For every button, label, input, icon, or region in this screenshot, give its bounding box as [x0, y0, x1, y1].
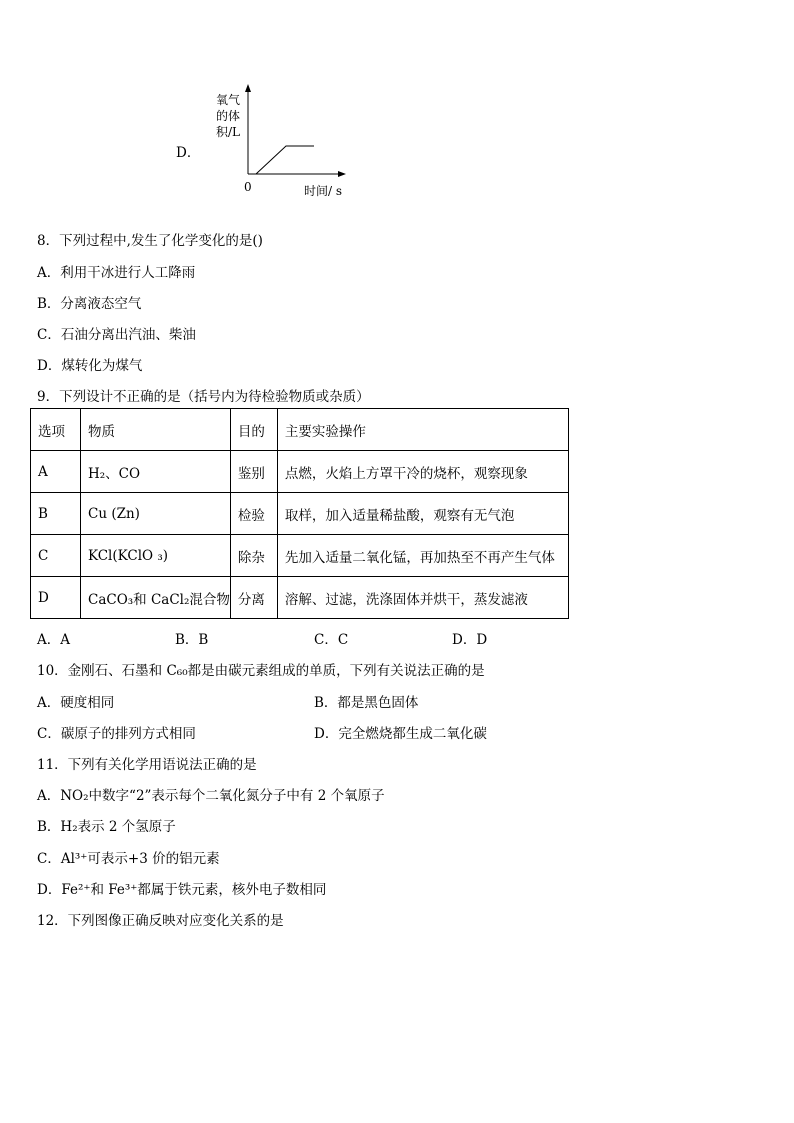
- cell-operation: 点燃，火焰上方罩干冷的烧杯，观察现象: [277, 451, 568, 493]
- graph-curve: [256, 146, 314, 174]
- q9-answer-c: C．C: [314, 632, 349, 648]
- q11-option-a: A．NO₂中数字“2”表示每个二氧化氮分子中有 2 个氧原子: [37, 788, 385, 804]
- q9-stem: 9．下列设计不正确的是（括号内为待检验物质或杂质）: [37, 389, 370, 405]
- q11-stem: 11．下列有关化学用语说法正确的是: [37, 757, 257, 773]
- table-row: [31, 535, 569, 577]
- table-row: [31, 451, 569, 493]
- q10-option-b: B．都是黑色固体: [314, 695, 419, 711]
- q11-option-c: C．Al³⁺可表示+3 价的铝元素: [37, 851, 220, 867]
- origin-label: 0: [244, 180, 252, 194]
- q8-option-c: C．石油分离出汽油、柴油: [37, 327, 196, 343]
- header-option: 选项: [31, 409, 81, 451]
- y-label-line1: 氧气: [216, 93, 241, 107]
- x-label: 时间/ s: [304, 184, 343, 198]
- cell-operation: 先加入适量二氧化锰，再加热至不再产生气体: [277, 535, 568, 577]
- cell-option: C: [31, 535, 81, 577]
- table-row: [31, 577, 569, 619]
- q10-stem: 10．金刚石、石墨和 C₆₀都是由碳元素组成的单质，下列有关说法正确的是: [37, 663, 485, 679]
- y-axis-arrow: [245, 84, 251, 92]
- header-purpose: 目的: [230, 409, 277, 451]
- cell-substance: Cu (Zn): [81, 493, 231, 535]
- cell-operation: 溶解、过滤，洗涤固体并烘干，蒸发滤液: [277, 577, 568, 619]
- q10-option-c: C．碳原子的排列方式相同: [37, 726, 196, 742]
- q11-option-b: B．H₂表示 2 个氢原子: [37, 819, 176, 835]
- q9-answer-a: A．A: [37, 632, 70, 648]
- cell-substance: H₂、CO: [81, 451, 231, 493]
- x-axis-arrow: [338, 171, 346, 177]
- q8-stem: 8．下列过程中,发生了化学变化的是(): [37, 233, 263, 249]
- cell-operation: 取样，加入适量稀盐酸，观察有无气泡: [277, 493, 568, 535]
- table-row: [31, 493, 569, 535]
- cell-option: B: [31, 493, 81, 535]
- cell-option: A: [31, 451, 81, 493]
- cell-substance: KCl(KClO ₃): [81, 535, 231, 577]
- q11-option-d: D．Fe²⁺和 Fe³⁺都属于铁元素，核外电子数相同: [37, 882, 327, 898]
- q12-stem: 12．下列图像正确反映对应变化关系的是: [37, 913, 284, 929]
- header-operation: 主要实验操作: [277, 409, 568, 451]
- header-substance: 物质: [81, 409, 231, 451]
- q8-option-a: A．利用干冰进行人工降雨: [37, 265, 196, 281]
- cell-option: D: [31, 577, 81, 619]
- cell-purpose: 检验: [230, 493, 277, 535]
- q7-option-d-label: D．: [176, 145, 201, 161]
- cell-purpose: 鉴别: [230, 451, 277, 493]
- table-header-row: [31, 409, 569, 451]
- q8-option-b: B．分离液态空气: [37, 296, 142, 312]
- y-label-line3: 积/L: [216, 125, 241, 139]
- y-label-line2: 的体: [216, 109, 241, 123]
- q10-option-d: D．完全燃烧都生成二氧化碳: [314, 726, 487, 742]
- q9-table: [30, 408, 569, 619]
- cell-purpose: 除杂: [230, 535, 277, 577]
- q8-option-d: D．煤转化为煤气: [37, 358, 143, 374]
- cell-substance: CaCO₃和 CaCl₂混合物: [81, 577, 231, 619]
- q7-oxygen-volume-graph: [210, 82, 350, 202]
- q9-answer-d: D．D: [452, 632, 488, 648]
- q10-option-a: A．硬度相同: [37, 695, 115, 711]
- q9-answer-b: B．B: [175, 632, 209, 648]
- cell-purpose: 分离: [230, 577, 277, 619]
